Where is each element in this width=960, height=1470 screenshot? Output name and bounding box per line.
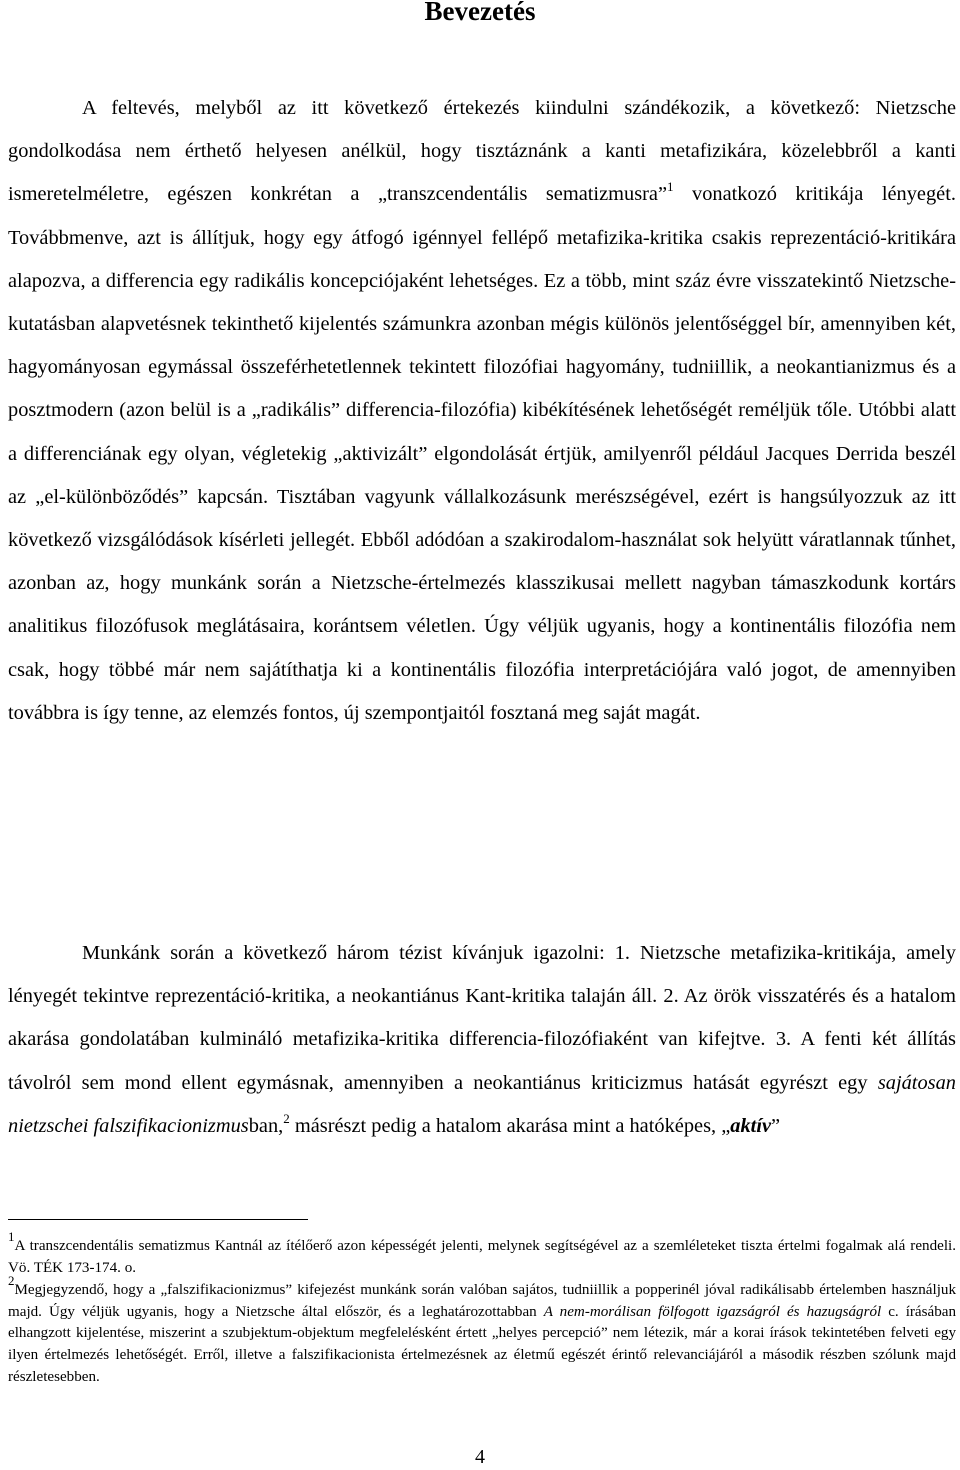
paragraph-text: vonatkozó kritikája lényegét. Továbbmenve, azt is állítjuk, hogy egy átfogó igénnyel fellépő metafizika-kritika csakis reprezentáció-kritikára alapozva, a differencia egy radikális koncepciójaként lehetséges. Ez a több, mint száz évre visszatekintő Nietzsche-kutatásban alapvetésnek tekinthető kijelentés számunkra azonban mégis különös jelentőséggel bír, amennyiben két, hagyományosan egymással összeférhetetlennek tekintett filozófiai hagyomány, tudniillik, a neokantianizmus és a posztmodern (azon belül is a „radikális” differencia-filozófia) kibékítésének lehetőségét reméljük tőle. Utóbbi alatt a differenciának egy olyan, végletekig „aktivizált” elgondolását értjük, amilyenről például Jacques Derrida beszél az „el-különböződés” kapcsán. Tisztában vagyunk vállalkozásunk merészségével, ezért is hangsúlyozzuk az itt következő vizsgálódások kísérleti jellegét. Ebből adódóan a szakirodalom-használat sok helyütt váratlannak tűnhet, azonban az, hogy munkánk során a Nietzsche-értelmezés klasszikusai mellett nagyban támaszkodunk kortárs analitikus filozófusok meglátásaira, korántsem véletlen. Úgy véljük ugyanis, hogy a kontinentális filozófia nem csak, hogy többé már nem sajátíthatja ki a kontinentális filozófia interpretációjára való jogot, de amennyiben továbbra is így tenne, az elemzés fontos, új szempontjaitól fosztaná meg saját magát. <box>8 183 956 724</box>
footnote-ref-1[interactable]: 1 <box>667 179 674 195</box>
paragraph-text: másrészt pedig a hatalom akarása mint a hatóképes, „ <box>289 1114 731 1137</box>
intro-paragraph <box>8 87 956 735</box>
theses-paragraph <box>8 932 956 1148</box>
paragraph-text: ” <box>771 1114 781 1137</box>
page-title: Bevezetés <box>424 0 536 26</box>
paragraph-text: Munkánk során a következő három tézist kívánjuk igazolni: 1. Nietzsche metafizika-kritikája, amely lényegét tekintve reprezentáció-kritika, a neokantiánus Kant-kritika talaján áll. 2. Az örök visszatérés és a hatalom akarása gondolatában kulmináló metafizika-kritika differencia-filozófiaként van kifejtve. 3. A fenti két állítás távolról sem mond ellent egymásnak, amennyiben a neokantiánus kriticizmus hatását egyrészt egy <box>8 942 956 1094</box>
bold-italic-word: aktív <box>730 1114 772 1137</box>
page-number: 4 <box>475 1446 485 1468</box>
footnote-italic-title: A nem-morálisan fölfogott igazságról és hazugságról <box>543 1303 882 1320</box>
footnote-text: A transzcendentális sematizmus Kantnál az ítélőerő azon képességét jelenti, melynek segítségével az a szemléleteket tiszta értelmi fogalmak alá rendeli. Vö. TÉK 173-174. o. <box>8 1238 956 1276</box>
footnote-text: Megjegyzendő, hogy a „falszifikacionizmus” kifejezést munkánk során valóban sajátos, tudniillik a popperinél jóval radikálisabb értelemben használjuk majd. Úgy véljük ugyanis, hogy a Nietzsche által először, és a leghatározottabban <box>8 1282 956 1320</box>
paragraph-text: ban, <box>248 1114 284 1137</box>
footnote-separator <box>8 1219 308 1220</box>
footnote-ref-2[interactable]: 2 <box>283 1110 290 1126</box>
footnote-2 <box>8 1273 956 1389</box>
italic-phrase: sajátosan nietzschei falszifikacionizmus <box>8 1071 956 1137</box>
footnote-text: c. írásában elhangzott kijelentése, miszerint a szubjektum-objektum megfelelésként értett „helyes percepció” nem létezik, már a korai írások tekintetében felveti egy ilyen értelmezés lehetőségét. Erről, illetve a falszifikacionista értelmezésnek az életmű egészét érintő relevanciájáról a második részben szólunk majd részletesebben. <box>8 1303 956 1385</box>
footnote-number: 2 <box>8 1273 15 1288</box>
footnote-number: 1 <box>8 1229 15 1244</box>
footnote-1 <box>8 1229 956 1279</box>
paragraph-text: A feltevés, melyből az itt következő értekezés kiindulni szándékozik, a következő: Nietzsche gondolkodása nem érthető helyesen anélkül, hogy tisztáznánk a kanti metafizikára, közelebbről a kanti ismeretelméletre, egészen konkrétan a „transzcendentális sematizmusra” <box>8 97 956 206</box>
